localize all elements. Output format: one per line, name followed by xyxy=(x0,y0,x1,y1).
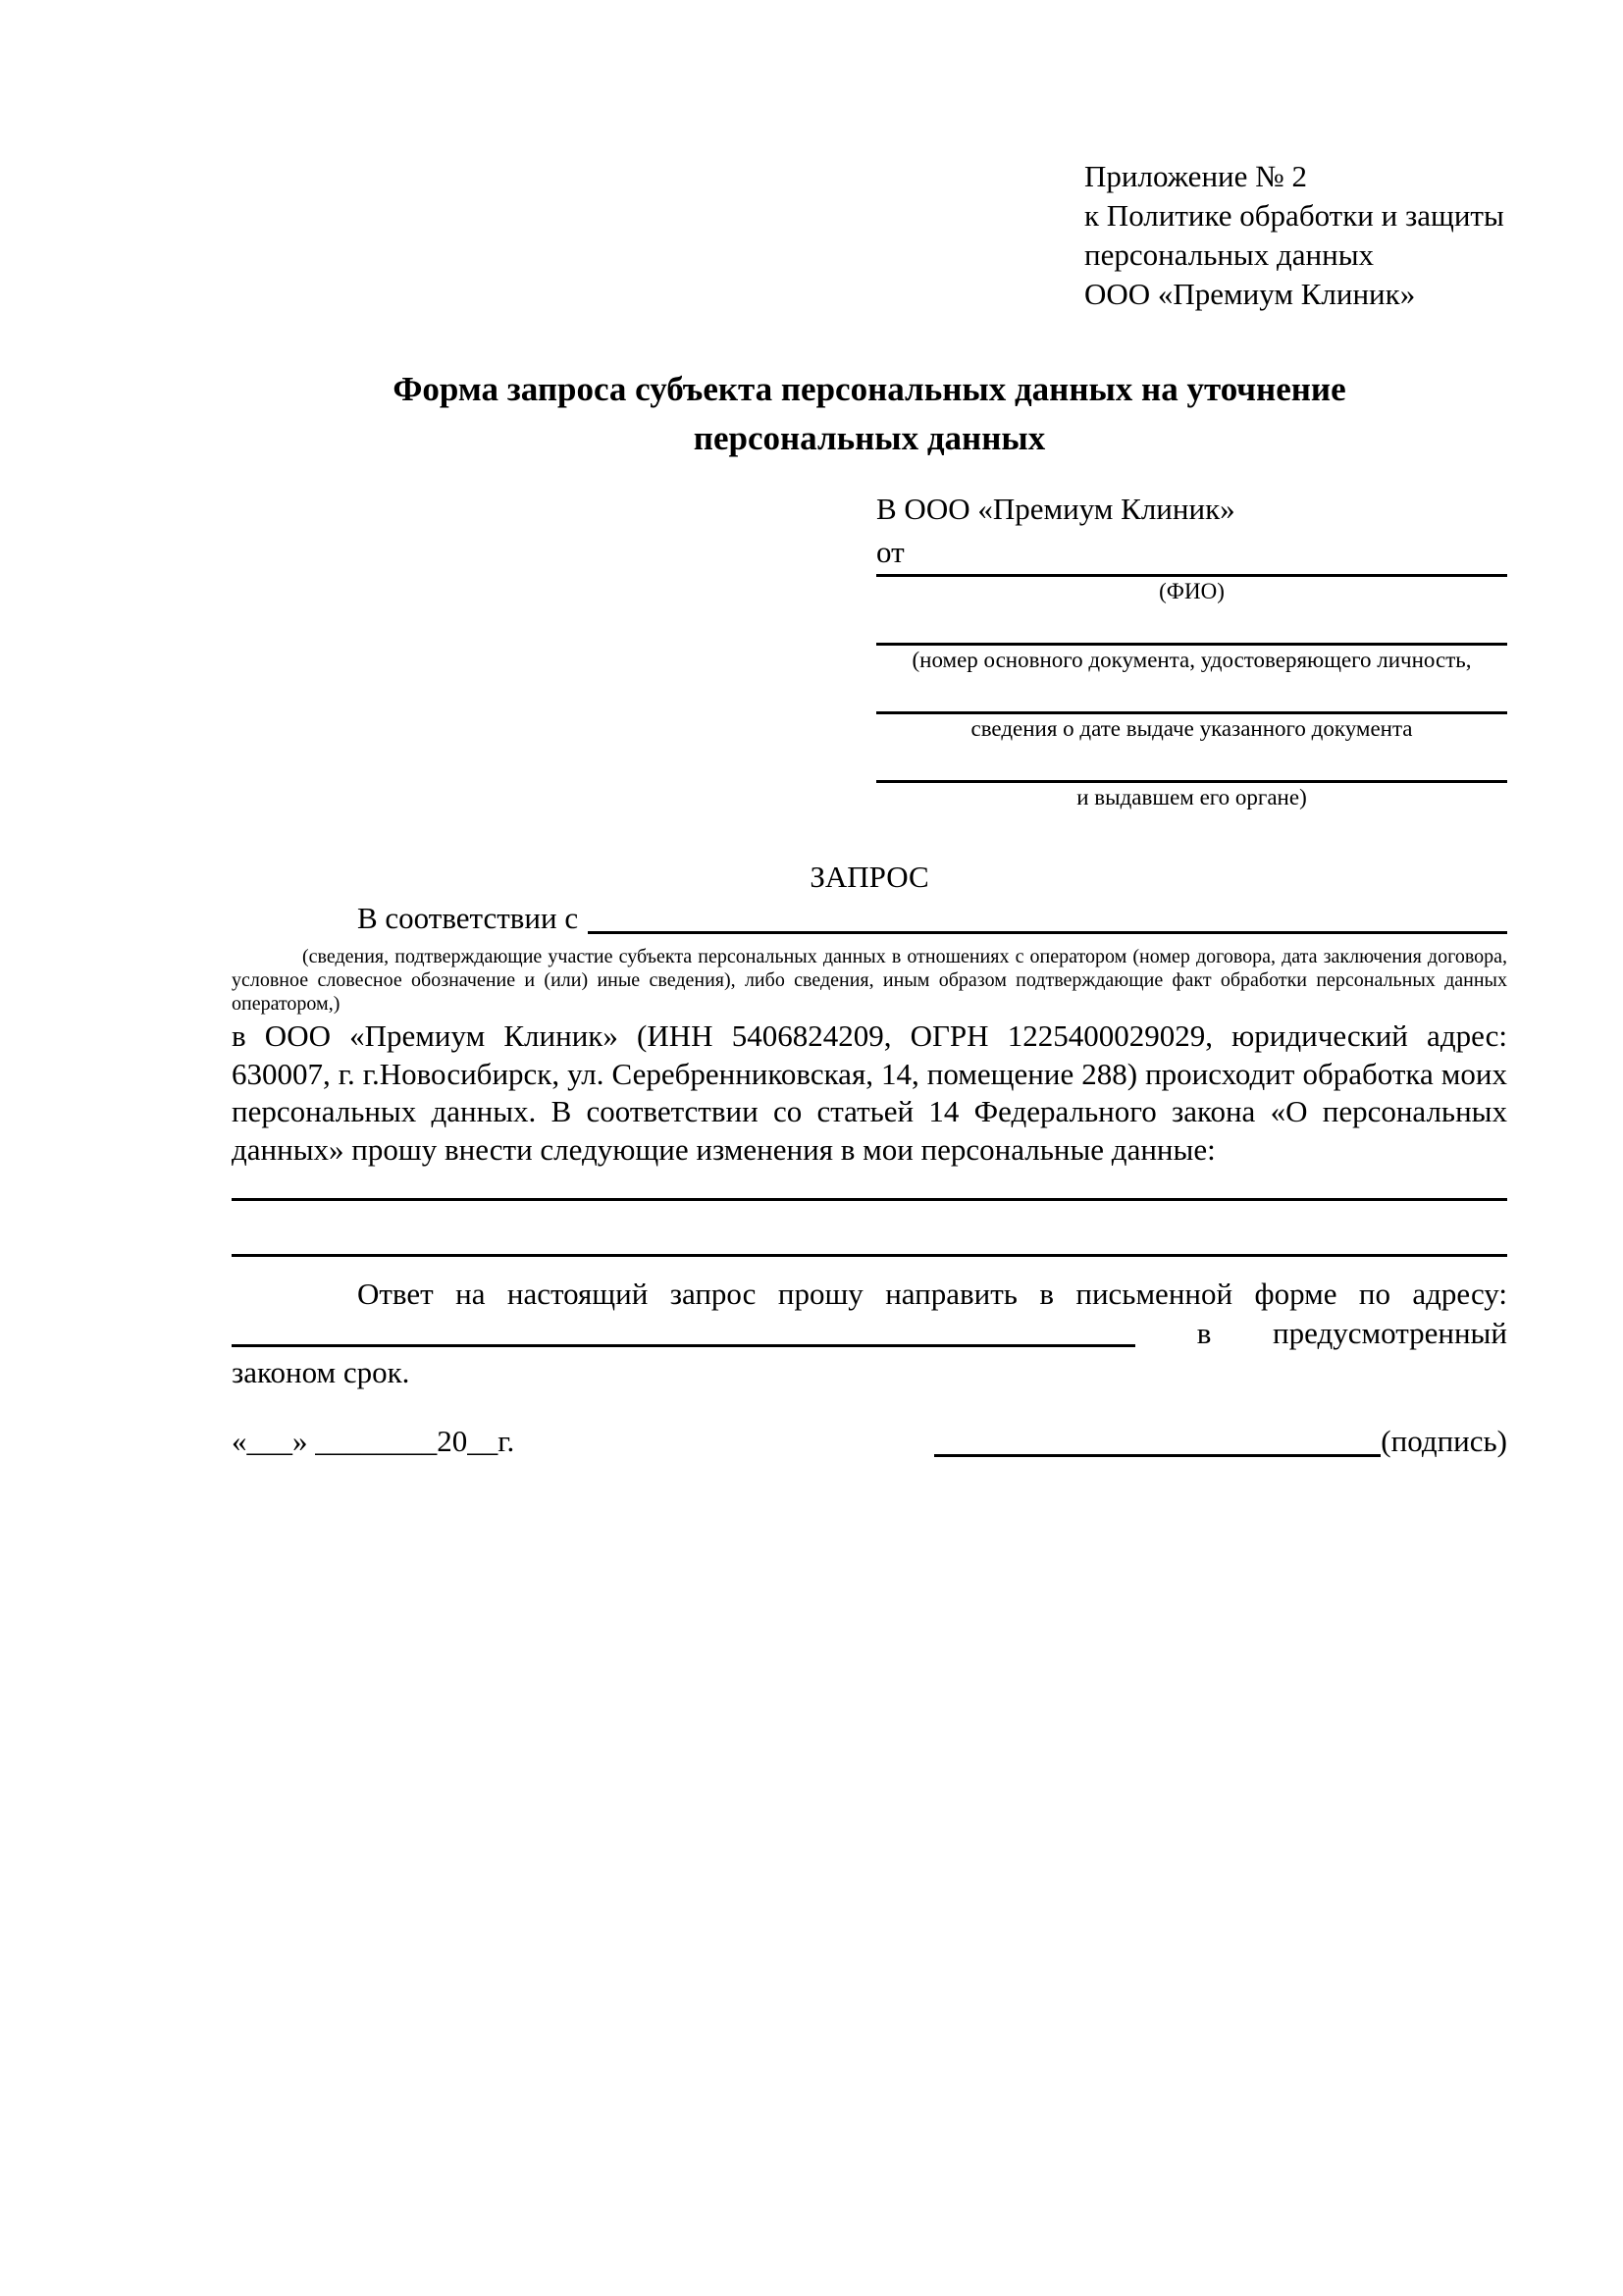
request-intro-line xyxy=(232,898,1507,939)
reply-word-v: в xyxy=(1196,1316,1212,1350)
appendix-header xyxy=(1084,157,1507,314)
form-field-issuing-authority xyxy=(876,780,1507,812)
form-field-document-number xyxy=(876,643,1507,675)
document-number-caption: (номер основного документа, удостоверяющего личность, xyxy=(912,648,1472,672)
reply-line-3: законом срок. xyxy=(232,1355,410,1389)
form-field-fio xyxy=(876,574,1507,606)
document-content xyxy=(232,157,1507,1463)
form-field-issue-date xyxy=(876,711,1507,744)
recipient-block xyxy=(876,488,1507,812)
signature-caption: (подпись) xyxy=(1381,1424,1507,1458)
reply-line-1: Ответ на настоящий запрос прошу направить в письменной форме по адресу: xyxy=(357,1277,1507,1311)
basis-footnote: (сведения, подтверждающие участие субъекта персональных данных в отношениях с оператором (номер договора, дата заключения договора, условное словесное обозначение и (или) иные сведения), либо сведения, иным образом подтверждающие факт обработки персональных данных оператором,) xyxy=(232,946,1507,1015)
request-body: в ООО «Премиум Клиник» (ИНН 5406824209, ОГРН 1225400029029, юридический адрес: 630007, г. г.Новосибирск, ул. Серебренниковская, 14, помещение 288) происходит обработка моих персональных данных. В соответствии со статьей 14 Федерального закона «О персональных данных» прошу внести следующие изменения в мои персональные данные: xyxy=(232,1018,1507,1167)
address-fill-line[interactable] xyxy=(232,1344,1135,1347)
reply-word-predusmotrenny: предусмотренный xyxy=(1273,1316,1507,1350)
fio-caption: (ФИО) xyxy=(1159,579,1225,603)
changes-fill-line-1[interactable] xyxy=(232,1198,1507,1201)
changes-fill-line-2[interactable] xyxy=(232,1254,1507,1257)
issuing-authority-caption: и выдавшем его органе) xyxy=(1076,785,1307,809)
date-fill-line[interactable]: «___» ________20__г. xyxy=(232,1424,515,1458)
date-signature-row xyxy=(232,1420,1507,1463)
basis-fill-line[interactable] xyxy=(588,898,1507,934)
appendix-header-line: к Политике обработки и защиты xyxy=(1084,198,1504,233)
intro-prefix: В соответствии с xyxy=(357,901,579,935)
appendix-header-line: персональных данных xyxy=(1084,237,1375,272)
issue-date-caption: сведения о дате выдаче указанного документа xyxy=(970,716,1413,741)
signature-group xyxy=(934,1420,1507,1463)
request-heading: ЗАПРОС xyxy=(810,860,929,894)
appendix-header-line: ООО «Премиум Клиник» xyxy=(1084,277,1416,311)
document-title: Форма запроса субъекта персональных данных на уточнение персональных данных xyxy=(393,370,1346,457)
signature-fill-line[interactable] xyxy=(934,1454,1381,1457)
recipient-from-label: от xyxy=(876,535,905,569)
appendix-header-line: Приложение № 2 xyxy=(1084,159,1307,193)
reply-line-2 xyxy=(232,1314,1507,1353)
recipient-to: В ООО «Премиум Клиник» xyxy=(876,492,1235,526)
reply-paragraph xyxy=(232,1275,1507,1392)
